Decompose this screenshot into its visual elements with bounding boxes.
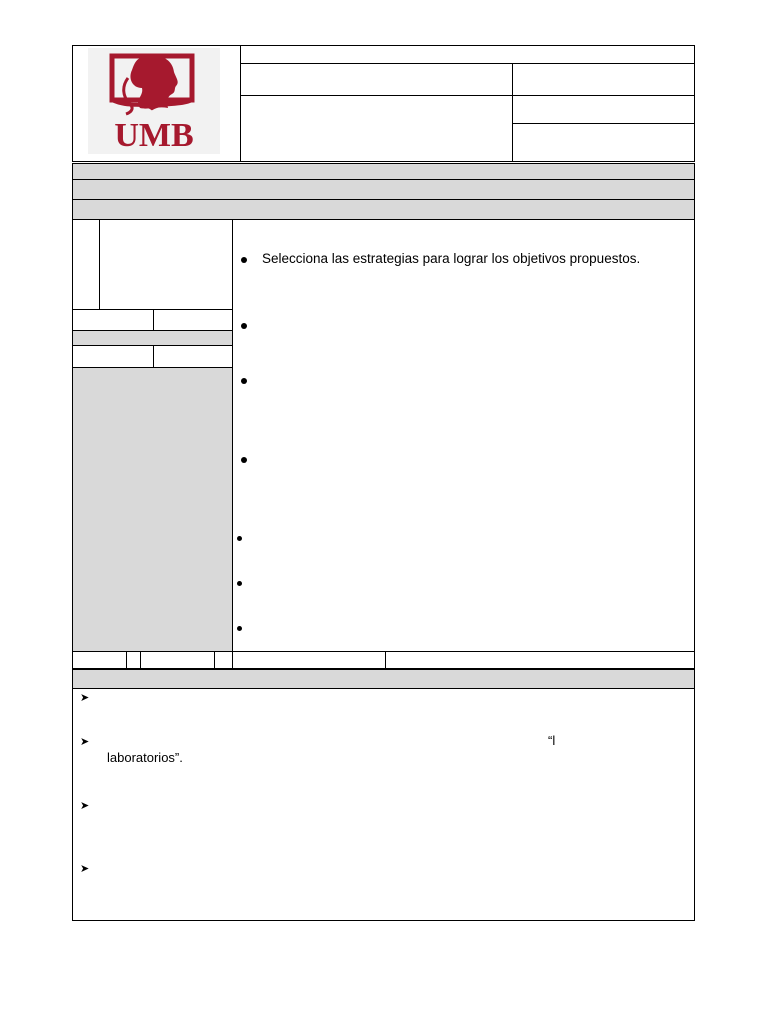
arrow-bullet-icon: ➤ xyxy=(80,862,90,875)
section-bar-2 xyxy=(72,179,695,200)
bottom-cell-divider-1 xyxy=(126,651,127,669)
header-row-line-2 xyxy=(240,95,695,96)
woman-profile-emblem-icon xyxy=(88,48,220,154)
bottom-cell-divider-4 xyxy=(385,651,386,669)
bullet-icon xyxy=(241,378,247,384)
header-row-line-1 xyxy=(240,63,695,64)
strategy-bullet-text: Selecciona las estrategias para lograr los objetivos propuestos. xyxy=(262,251,641,266)
arrow-bullet-icon: ➤ xyxy=(80,799,90,812)
arrow-bullet-icon: ➤ xyxy=(80,691,90,704)
bullet-icon xyxy=(237,626,242,631)
header-row-line-3 xyxy=(512,123,695,124)
bottom-row-line xyxy=(72,651,695,652)
bullet-icon xyxy=(237,536,242,541)
bullet-icon xyxy=(237,581,242,586)
left-column-divider xyxy=(232,219,233,669)
left-cell-divider-1 xyxy=(153,309,154,330)
left-narrow-divider xyxy=(99,219,100,310)
lower-item-2-continuation: laboratorios”. xyxy=(107,750,183,765)
section-bar-4 xyxy=(72,669,695,689)
bullet-icon xyxy=(241,257,247,263)
bullet-icon xyxy=(241,323,247,329)
arrow-bullet-icon: ➤ xyxy=(80,735,90,748)
lower-list-box xyxy=(72,688,695,921)
left-row-line-1 xyxy=(72,309,232,310)
logo-text: UMB xyxy=(114,117,194,154)
left-cell-divider-2 xyxy=(153,345,154,367)
umb-logo xyxy=(88,48,220,154)
bottom-cell-divider-3 xyxy=(214,651,215,669)
bottom-cell-divider-2 xyxy=(140,651,141,669)
section-bar-1 xyxy=(72,163,695,180)
left-shaded-block xyxy=(73,368,232,651)
lower-item-2-quote: “l xyxy=(548,733,556,748)
section-bar-3 xyxy=(72,199,695,220)
left-shaded-strip xyxy=(73,331,232,346)
bullet-icon xyxy=(241,457,247,463)
header-col-divider xyxy=(512,63,513,162)
left-row-line-3 xyxy=(72,345,232,346)
